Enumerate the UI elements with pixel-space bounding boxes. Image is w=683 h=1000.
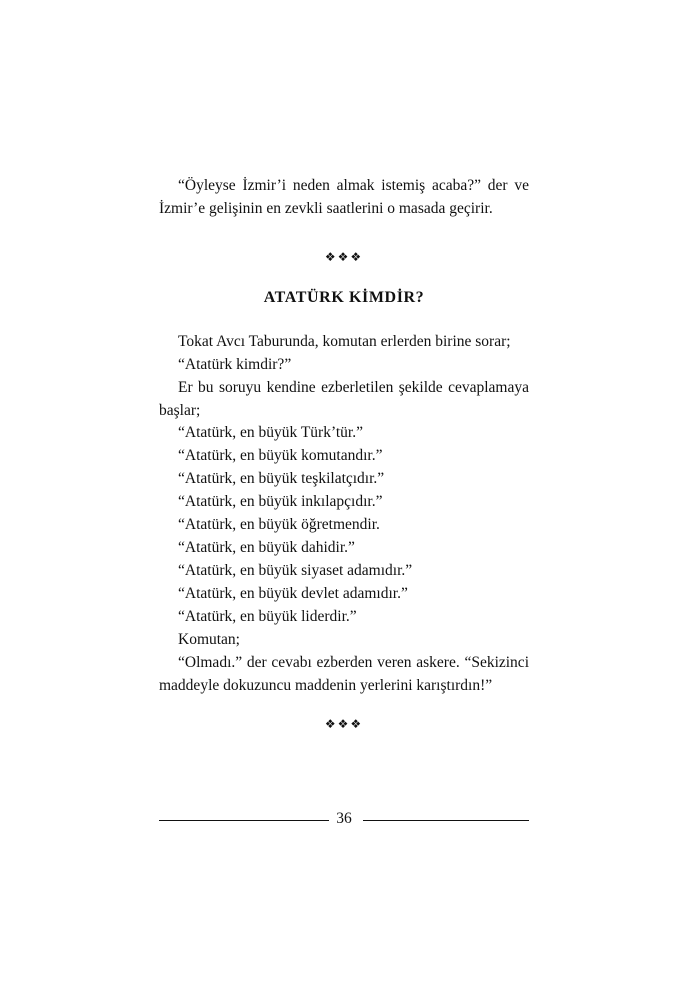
answer-line: “Atatürk, en büyük siyaset adamıdır.” [178, 562, 413, 579]
story-question: “Atatürk kimdir?” [178, 356, 292, 373]
answer-line: “Atatürk, en büyük Türk’tür.” [178, 424, 363, 441]
answer-line: “Atatürk, en büyük dahidir.” [178, 539, 355, 556]
commander-line: Komutan; [178, 631, 240, 648]
answer-line: “Atatürk, en büyük devlet adamıdır.” [178, 585, 408, 602]
book-page [159, 0, 529, 1000]
intro-paragraph: “Öyleyse İzmir’i neden almak istemiş acaba?” der ve İzmir’e gelişinin en zevkli saatlerini o masada geçirir. [159, 177, 529, 217]
section-ornament-top: ❖❖❖ [324, 250, 364, 264]
section-heading: ATATÜRK KİMDİR? [263, 289, 425, 306]
answer-line: “Atatürk, en büyük teşkilatçıdır.” [178, 470, 385, 487]
story-paragraph-2: Er bu soruyu kendine ezberletilen şekilde cevaplamaya başlar; [159, 379, 529, 419]
story-paragraph-1: Tokat Avcı Taburunda, komutan erlerden birine sorar; [178, 333, 511, 350]
section-ornament-bottom: ❖❖❖ [324, 717, 364, 731]
answer-line: “Atatürk, en büyük liderdir.” [178, 608, 357, 625]
footer-rule-right [363, 820, 529, 821]
answer-line: “Atatürk, en büyük inkılapçıdır.” [178, 493, 383, 510]
answer-line: “Atatürk, en büyük öğretmendir. [178, 516, 380, 533]
ending-paragraph: “Olmadı.” der cevabı ezberden veren askere. “Sekizinci maddeyle dokuzuncu maddenin yerlerini karıştırdın!” [159, 654, 529, 694]
answer-line: “Atatürk, en büyük komutandır.” [178, 447, 383, 464]
page-number: 36 [336, 810, 352, 827]
